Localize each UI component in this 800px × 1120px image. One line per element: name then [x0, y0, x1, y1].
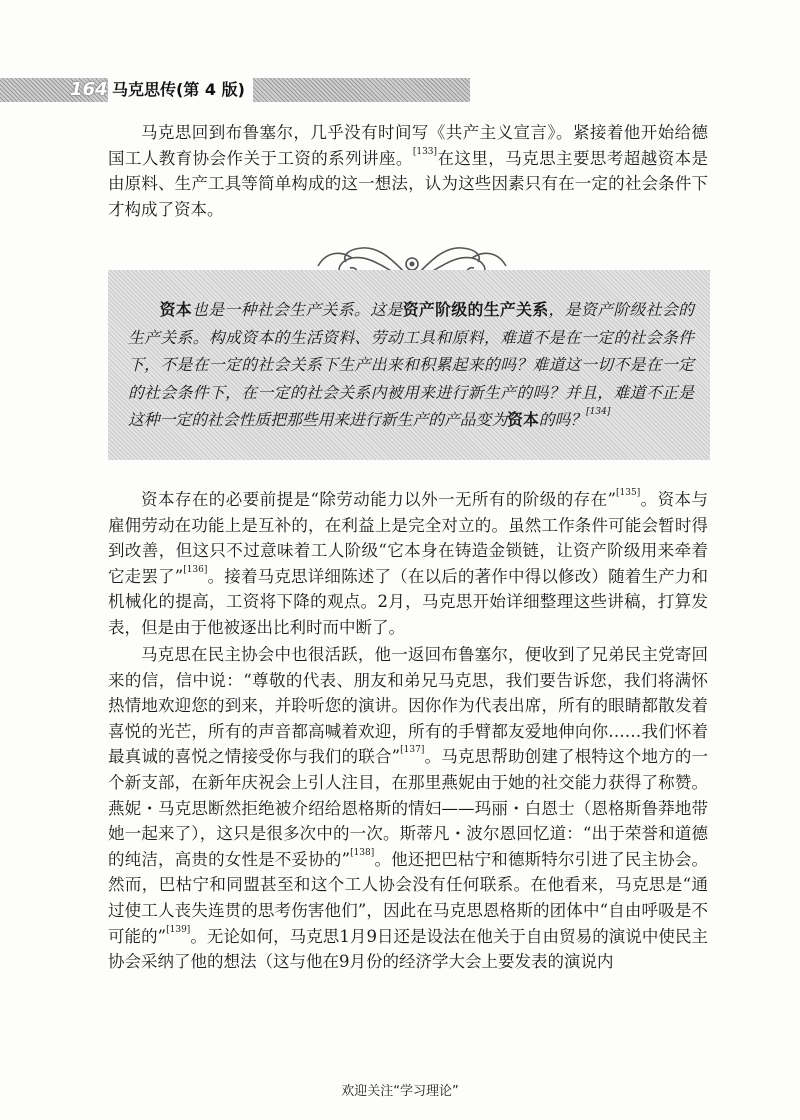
- paragraph-2: 资本存在的必要前提是“除劳动能力以外一无所有的阶级的存在”[135]。资本与雇佣劳动在功能上是互补的，在利益上是完全对立的。虽然工作条件可能会暂时得到改善，但这只不过意味着工人阶级“它本身在铸造金锁链，让资产阶级用来牵着它走罢了”[136]。接着马克思详细陈述了（在以后的著作中得以修改）随着生产力和机械化的提高，工资将下降的观点。2月，马克思开始详细整理这些讲稿，打算发表，但是由于他被逐出比利时而中断了。: [108, 488, 709, 637]
- block-quote: 资本也是一种社会生产关系。这是资产阶级的生产关系，是资产阶级社会的生产关系。构成资本的生活资料、劳动工具和原料，难道不是在一定的社会条件下，不是在一定的社会关系下生产出来和积累起来的吗？难道这一切不是在一定的社会条件下，在一定的社会关系内被用来进行新生产的吗？并且，难道不正是这种一定的社会性质把那些用来进行新生产的产品变为资本的吗？[134]: [128, 300, 694, 430]
- footnote-ref: [133]: [412, 146, 438, 157]
- footnote-ref: [136]: [183, 564, 208, 575]
- footnote-ref: [139]: [166, 924, 191, 935]
- paragraph-3: 马克思在民主协会中也很活跃，他一返回布鲁塞尔，便收到了兄弟民主党寄回来的信，信中说：“尊敬的代表、朋友和弟兄马克思，我们要告诉您，我们将满怀热情地欢迎您的到来，并聆听您的演讲。因你作为代表出席，所有的眼睛都散发着喜悦的光芒，所有的声音都高喊着欢迎，所有的手臂都友爱地伸向你……我们怀着最真诚的喜悦之情接受你与我们的联合”[137]。马克思帮助创建了根特这个地方的一个新支部，在新年庆祝会上引人注目，在那里燕妮由于她的社交能力获得了称赞。燕妮・马克思断然拒绝被介绍给恩格斯的情妇——玛丽・白恩士（恩格斯鲁莽地带她一起来了），这只是很多次中的一次。斯蒂凡・波尔恩回忆道：“出于荣誉和道德的纯洁，高贵的女性是不妥协的”[138]。他还把巴枯宁和德斯特尔引进了民主协会。然而，巴枯宁和同盟甚至和这个工人协会没有任何联系。在他看来，马克思是“通过使工人丧失连贯的思考伤害他们”，因此在马克思恩格斯的团体中“自由呼吸是不可能的”[139]。无论如何，马克思1月9日还是设法在他关于自由贸易的演说中使民主协会采纳了他的想法（这与他在9月份的经济学大会上要发表的演说内: [108, 645, 709, 972]
- book-title: 马克思传(第 4 版): [108, 78, 253, 102]
- footnote-ref: [137]: [400, 745, 425, 756]
- page-number: 164: [70, 79, 108, 100]
- paragraph-1: 马克思回到布鲁塞尔，几乎没有时间写《共产主义宣言》。紧接着他开始给德国工人教育协会作关于工资的系列讲座。[133]在这里，马克思主要思考超越资本是由原料、生产工具等简单构成的这一想法，认为这些因素只有在一定的社会条件下才构成了资本。: [108, 123, 709, 219]
- footnote-ref: [135]: [616, 488, 641, 498]
- footnote-ref: [134]: [586, 407, 611, 418]
- page-footer: 欢迎关注“学习理论”: [341, 1084, 459, 1099]
- footnote-ref: [138]: [350, 847, 375, 858]
